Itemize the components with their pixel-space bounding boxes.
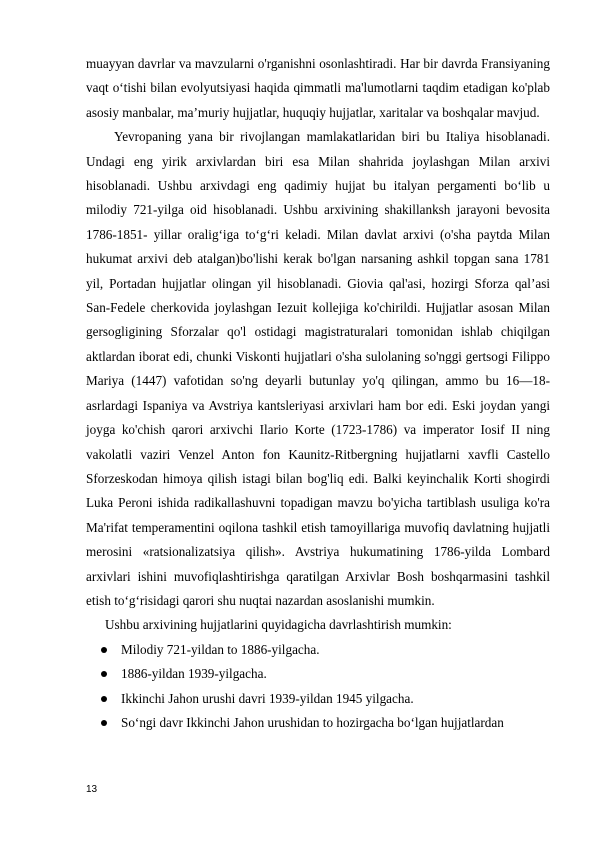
body-text: [86, 52, 550, 735]
list-item: [86, 687, 550, 711]
bullet-icon: [101, 671, 107, 677]
list-item-text: 1886-yildan 1939-yilgacha.: [121, 666, 267, 682]
list-item-text: So‘ngi davr Ikkinchi Jahon urushidan to hozirgacha bo‘lgan hujjatlardan: [121, 714, 504, 730]
bullet-icon: [101, 720, 107, 726]
periodization-intro: Ushbu arxivining hujjatlarini quyidagicha davrlashtirish mumkin:: [105, 617, 452, 633]
list-item: [86, 711, 550, 735]
page-number: 13: [86, 784, 98, 795]
paragraph-france-continued: muayyan davrlar va mavzularni o'rganishni osonlashtiradi. Har bir davrda Fransiyaning vaqt o‘tishi bilan evolyutsiyasi haqida qimmatli ma'lumotlarni taqdim etadigan ko'plab asosiy manbalar, maʼmuriy hujjatlar, huquqiy hujjatlar, xaritalar va boshqalar mavjud.: [86, 56, 550, 120]
list-item-text: Ikkinchi Jahon urushi davri 1939-yildan 1945 yilgacha.: [121, 690, 414, 706]
list-item: [86, 662, 550, 686]
bullet-icon: [101, 696, 107, 702]
list-item-text: Milodiy 721-yildan to 1886-yilgacha.: [121, 641, 320, 657]
bullet-icon: [101, 647, 107, 653]
list-item: [86, 638, 550, 662]
periodization-list: [86, 638, 550, 736]
paragraph-milan-archive: Yevropaning yana bir rivojlangan mamlakatlaridan biri bu Italiya hisoblanadi. Undagi eng yirik arxivlardan biri esa Milan shahrida joylashgan Milan arxivi hisoblanadi. Ushbu arxivdagi eng qadimiy hujjat bu italyan pergamenti bo‘lib u milodiy 721-yilga oid hisoblanadi. Ushbu arxivining shakillanksh jarayoni bevosita 1786-1851- yillar oralig‘iga to‘g‘ri keladi. Milan davlat arxivi (o'sha paytda Milan hukumat arxivi deb atalgan)bo'lishi kerak bo'lgan narsaning ashkil topgan sana 1781 yil, Portadan hujjatlar olingan yil hisoblanadi. Giovia qal'asi, hozirgi Sforza qalʼasi San-Fedele cherkovida joylashgan Iezuit kollejiga ko'chirildi. Hujjatlar asosan Milan gersogligining Sforzalar qo'l ostidagi magistraturalari tomonidan ishlab chiqilgan aktlardan iborat edi, chunki Viskonti hujjatlari o'sha sulolaning so'nggi gertsogi Filippo Mariya (1447) vafotidan so'ng deyarli butunlay yo'q qilingan, ammo bu 16—18-asrlardagi Ispaniya va Avstriya kantsleriyasi arxivlari ham bor edi. Eski joydan yangi joyga ko'chish qarori arxivchi Ilario Korte (1723-1786) va imperator Iosif II ning vakolatli vaziri Venzel Anton fon Kaunitz-Ritbergning hujjatlarni xavfli Castello Sforzeskodan himoya qilish istagi bilan bog'liq edi. Balki keyinchalik Korti shogirdi Luka Peroni ishida radikallashuvni topadigan mavzu bo'yicha tartiblash usuliga ko'ra Ma'rifat temperamentini oqilona tashkil etish tamoyillariga muvofiq davlatning hujjatli merosini «ratsionalizatsiya qilish». Avstriya hukumatining 1786-yilda Lombard arxivlari ishini muvofiqlashtirishga qaratilgan Arxivlar Bosh boshqarmasini tashkil etish to‘g‘risidagi qarori shu nuqtai nazardan asoslanishi mumkin.: [86, 129, 550, 608]
